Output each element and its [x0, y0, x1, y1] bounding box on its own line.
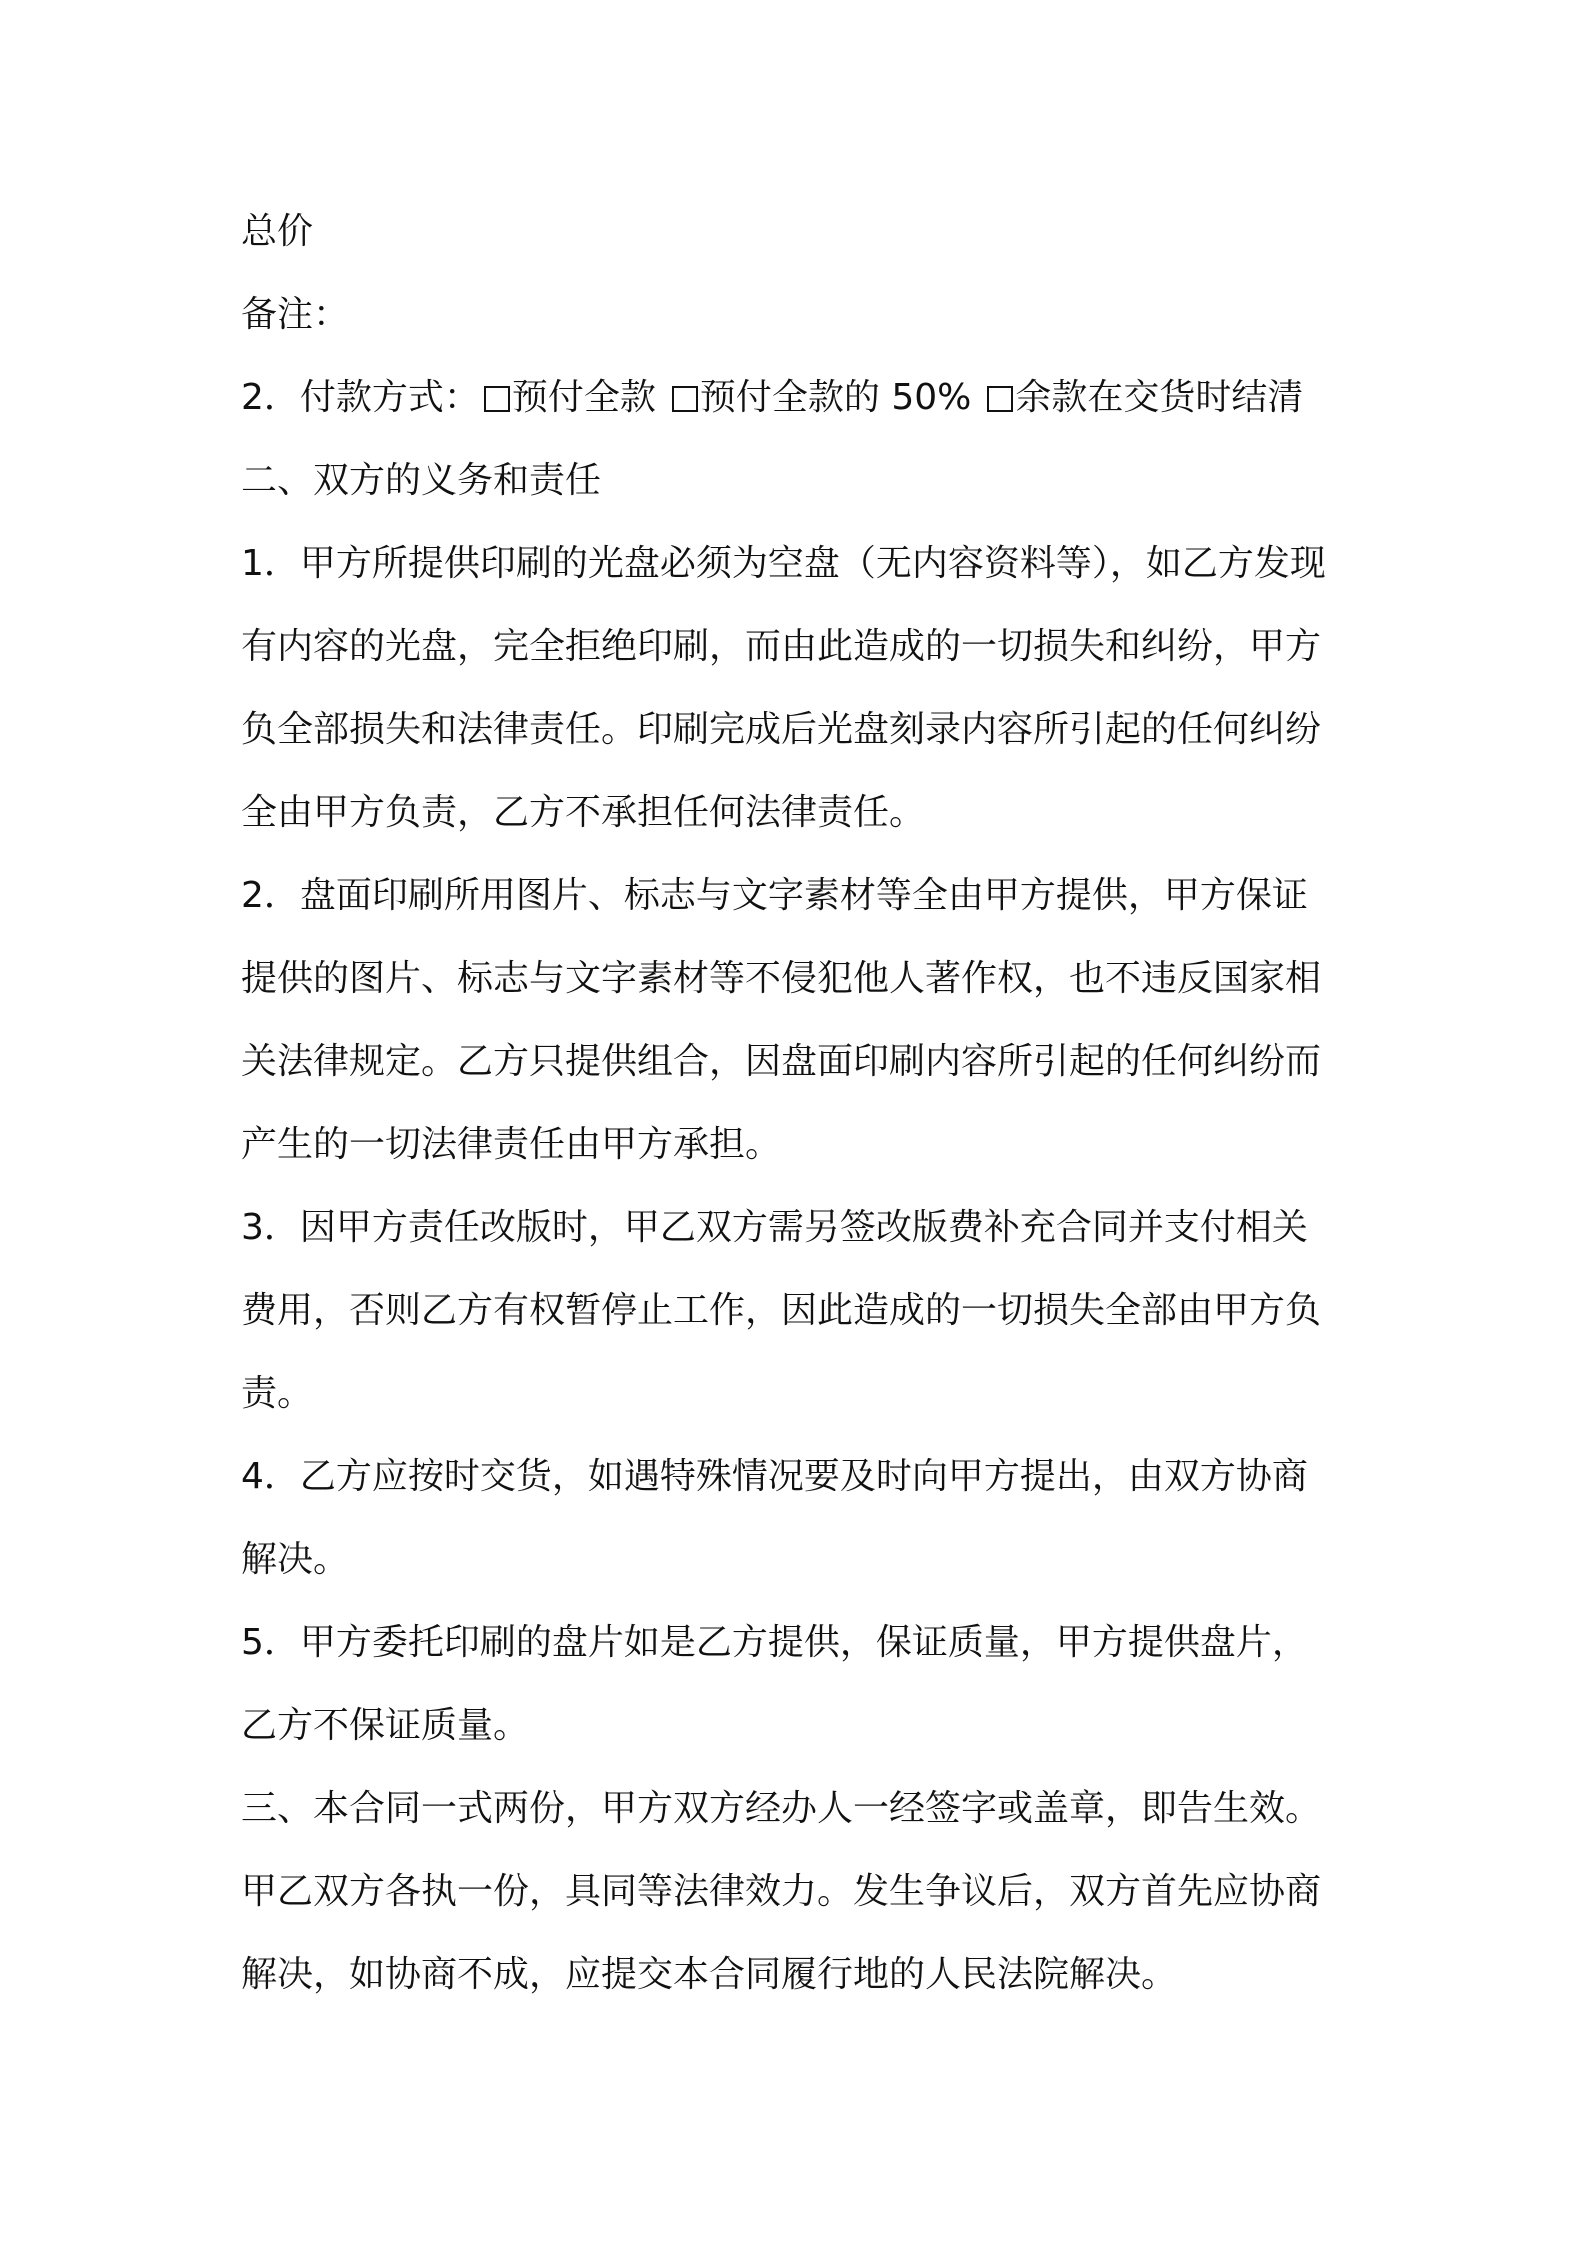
section3-line: 甲乙双方各执一份，具同等法律效力。发生争议后，双方首先应协商	[241, 1871, 1322, 1912]
section2-item2-line: 提供的图片、标志与文字素材等不侵犯他人著作权，也不违反国家相	[241, 958, 1322, 999]
section2-item5-line: 乙方不保证质量。	[241, 1705, 530, 1746]
checkbox-prepay-half[interactable]	[672, 386, 698, 412]
option-balance-on-delivery-label: 余款在交货时结清	[1015, 377, 1304, 418]
checkbox-prepay-full[interactable]	[484, 386, 510, 412]
section2-item4-line: 4．乙方应按时交货，如遇特殊情况要及时向甲方提出，由双方协商	[241, 1456, 1308, 1497]
section2-item2-line: 关法律规定。乙方只提供组合，因盘面印刷内容所引起的任何纠纷而	[241, 1041, 1322, 1082]
remarks-label: 备注：	[241, 294, 350, 335]
section2-item1-line: 负全部损失和法律责任。印刷完成后光盘刻录内容所引起的任何纠纷	[241, 709, 1322, 750]
section2-item1-line: 全由甲方负责，乙方不承担任何法律责任。	[241, 792, 926, 833]
section2-item2-line: 产生的一切法律责任由甲方承担。	[241, 1124, 782, 1165]
section3-line: 三、本合同一式两份，甲方双方经办人一经签字或盖章，即告生效。	[241, 1788, 1322, 1829]
payment-method-row	[241, 356, 1359, 439]
section2-item3-line: 费用，否则乙方有权暂停止工作，因此造成的一切损失全部由甲方负	[241, 1290, 1322, 1331]
section2-item4-line: 解决。	[241, 1539, 350, 1580]
section2-item1-line: 有内容的光盘，完全拒绝印刷，而由此造成的一切损失和纠纷，甲方	[241, 626, 1322, 667]
section2-item2-line: 2．盘面印刷所用图片、标志与文字素材等全由甲方提供，甲方保证	[241, 875, 1308, 916]
section2-item5-line: 5．甲方委托印刷的盘片如是乙方提供，保证质量，甲方提供盘片，	[241, 1622, 1308, 1663]
document-body	[241, 190, 1359, 2016]
option-prepay-half-label: 预付全款的 50%	[699, 377, 972, 418]
checkbox-balance-on-delivery[interactable]	[987, 386, 1013, 412]
section2-item3-line: 3．因甲方责任改版时，甲乙双方需另签改版费补充合同并支付相关	[241, 1207, 1308, 1248]
total-price-label: 总价	[241, 211, 314, 252]
payment-method-label: 2．付款方式：	[241, 377, 480, 418]
section2-title: 二、双方的义务和责任	[241, 460, 602, 501]
section2-item3-line: 责。	[241, 1373, 314, 1414]
section3-line: 解决，如协商不成，应提交本合同履行地的人民法院解决。	[241, 1954, 1178, 1995]
option-prepay-full-label: 预付全款	[511, 377, 656, 418]
section2-item1-line: 1．甲方所提供印刷的光盘必须为空盘（无内容资料等），如乙方发现	[241, 543, 1326, 584]
